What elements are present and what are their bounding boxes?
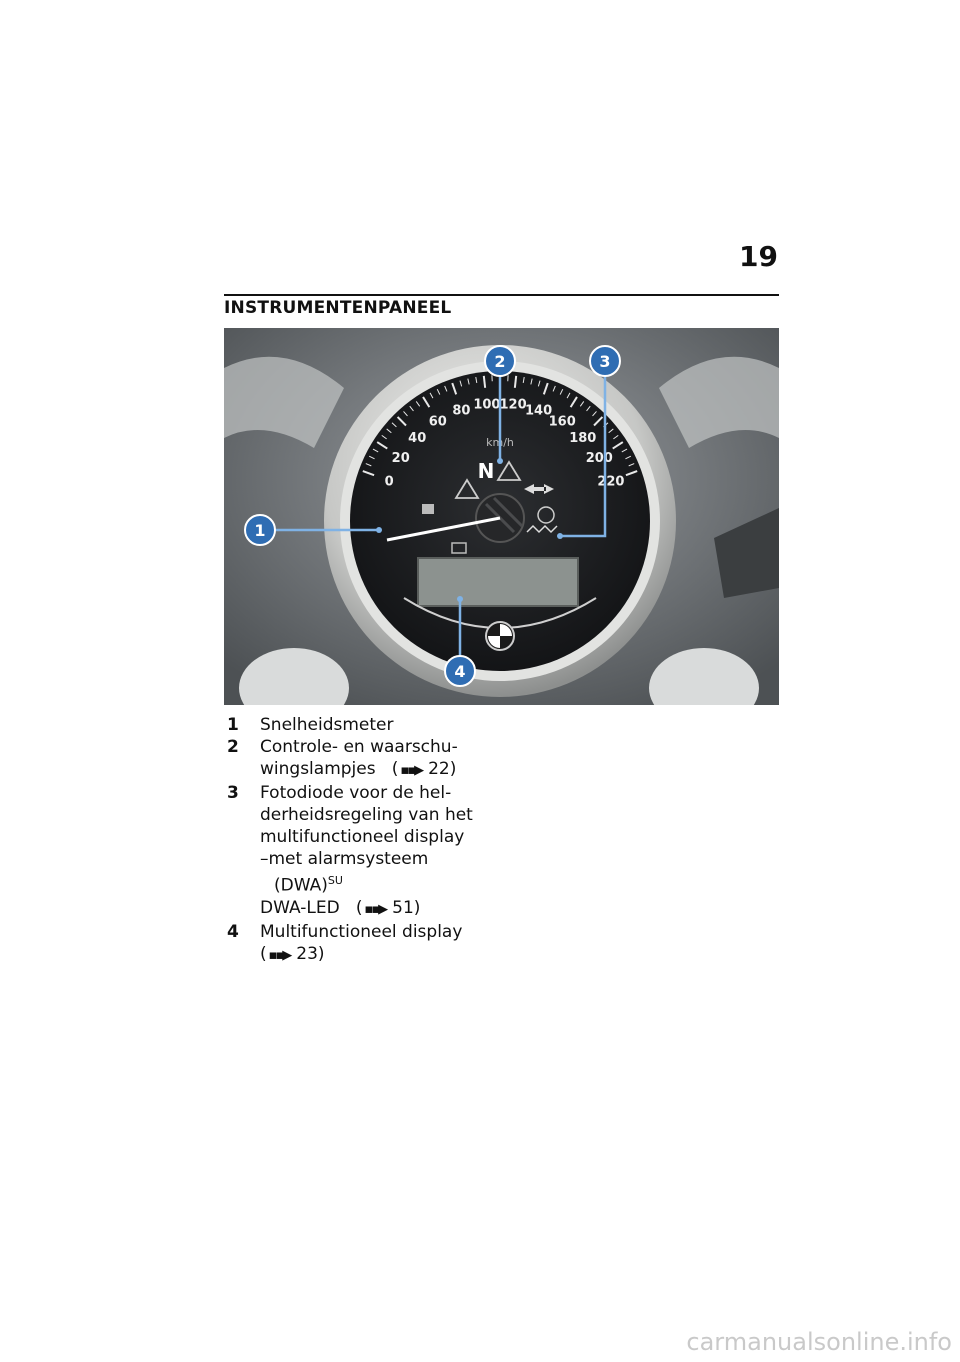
header-rule [224,294,779,296]
instrument-panel-photo [224,328,779,705]
legend-item-4 [224,921,524,967]
reference-arrow-icon: ▪▪▶ [268,947,291,963]
instrument-cluster-illustration [224,328,779,705]
svg-text:3: 3 [599,352,611,371]
speed-label: 0 [384,474,394,490]
page-reference[interactable]: ( ▪▪▶ 22) [381,759,456,779]
legend-text: multifunctioneel display [260,827,465,847]
legend-list [224,714,524,967]
speed-label: 200 [585,451,613,467]
speed-label: 80 [452,403,471,419]
reference-arrow-icon: ▪▪▶ [400,763,423,778]
speed-label: 220 [597,474,625,490]
legend-number: 4 [227,921,239,942]
legend-item-2 [224,736,524,782]
section-title: INSTRUMENTENPANEEL [224,298,452,318]
bmw-logo [486,622,514,650]
legend-text: DWA-LED [260,897,340,918]
speed-label: 60 [428,414,447,430]
svg-text:2: 2 [494,352,506,371]
legend-text: Snelheidsmeter [260,715,394,735]
legend-text: derheidsregeling van het [260,805,473,825]
legend-text: Multifunctioneel display [260,921,463,942]
page-reference[interactable]: ( ▪▪▶ 51) [345,898,420,918]
gear-indicator: N [477,459,495,483]
speed-label: 100 [473,397,501,413]
tick-mark [515,376,516,388]
speed-label: 40 [408,430,427,446]
headlight-icon [422,504,434,514]
legend-text: (DWA) [274,875,328,896]
option-superscript: SU [327,874,343,887]
unit-label: km/h [486,436,514,449]
speed-label: 180 [569,430,597,446]
speed-label: 160 [548,414,576,430]
legend-item-1 [224,714,524,736]
watermark: carmanualsonline.info [686,1328,952,1356]
page-number: 19 [739,240,778,273]
multifunction-display [418,558,578,606]
speed-label: 20 [391,451,410,467]
tick-mark [484,376,485,388]
legend-text: wingslampjes [260,759,376,779]
svg-text:4: 4 [454,662,466,681]
legend-text: –met alarmsysteem [260,849,429,869]
legend-item-3 [224,782,524,921]
speed-label: 120 [499,397,527,413]
speed-label: 140 [525,403,553,419]
legend-number: 2 [227,737,239,757]
reference-arrow-icon: ▪▪▶ [364,901,387,917]
page-reference[interactable]: ( ▪▪▶ 23) [260,944,325,964]
legend-text: Controle- en waarschu- [260,737,458,757]
legend-number: 3 [227,783,239,803]
legend-number: 1 [227,715,239,735]
svg-text:1: 1 [254,521,266,540]
legend-text: Fotodiode voor de hel- [260,783,452,803]
